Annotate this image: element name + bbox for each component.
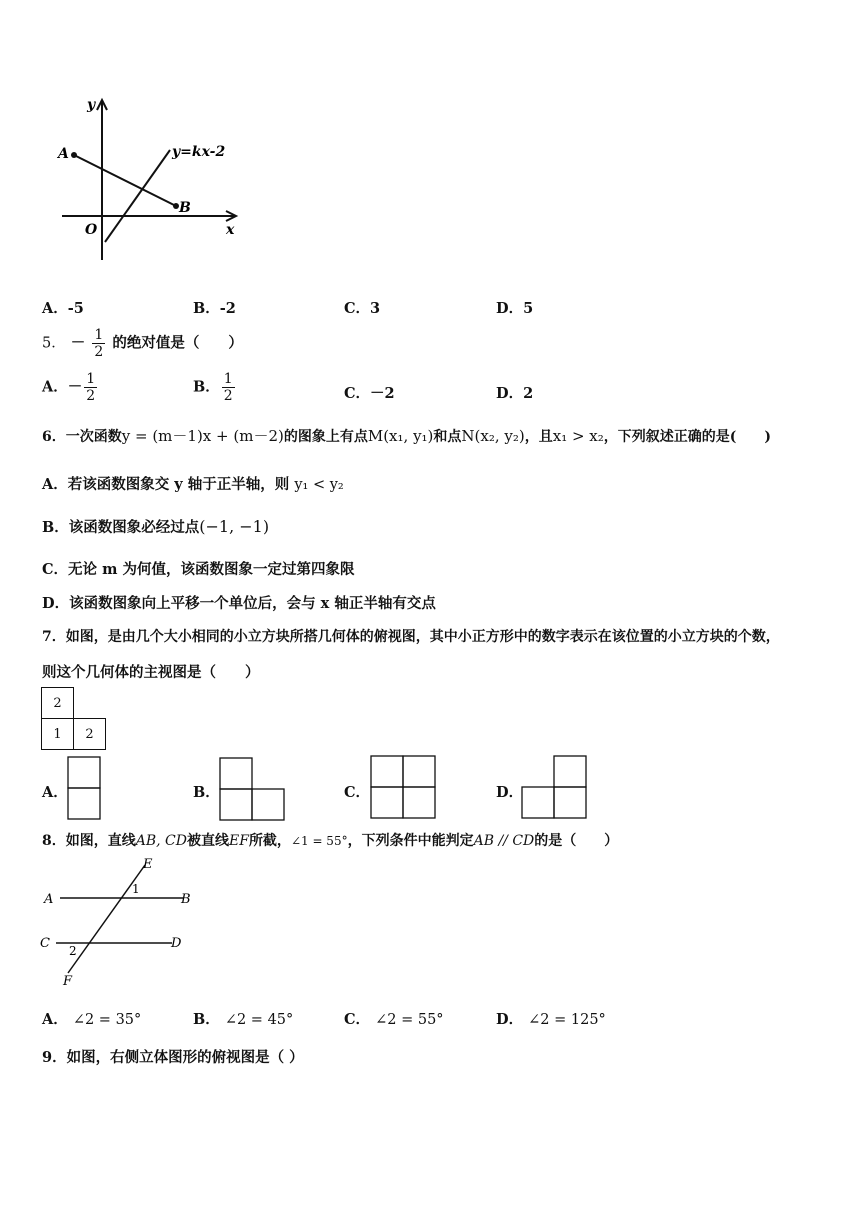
q8-option-d[interactable]: D． ∠2 = 125° — [496, 1011, 606, 1028]
label-angle-2: 2 — [69, 944, 77, 958]
line-label: y=kx-2 — [172, 144, 226, 160]
q6-function: y = (m－1)x + (m－2) — [121, 427, 284, 445]
q8-angle1: ∠1 = 55° — [290, 834, 348, 848]
q7-option-a-figure[interactable] — [67, 756, 101, 820]
q8-option-b[interactable]: B． ∠2 = 45° — [193, 1011, 294, 1028]
q5-number: 5． — [42, 335, 66, 352]
q7-option-c-figure[interactable] — [370, 755, 436, 819]
q7-option-b-label[interactable]: B． — [193, 784, 220, 801]
q6-mid2: 和点 — [433, 429, 462, 445]
line-kx-2 — [105, 150, 170, 242]
q4-option-b[interactable]: B．-2 — [193, 300, 236, 317]
q4-option-d[interactable]: D．5 — [496, 300, 534, 317]
question-6 — [42, 425, 771, 446]
q5-option-c[interactable]: C．－2 — [344, 385, 395, 402]
label-c: C — [40, 936, 50, 951]
q7-option-d-label[interactable]: D． — [496, 784, 524, 801]
q6-option-c[interactable]: C．无论 m 为何值，该函数图象一定过第四象限 — [42, 561, 355, 578]
label-o: O — [85, 222, 98, 238]
q6-option-a[interactable]: A．若该函数图象交 y 轴于正半轴，则 y₁ < y₂ — [42, 476, 344, 493]
q6-prefix: 6．一次函数 — [42, 429, 122, 445]
question-9: 9．如图，右侧立体图形的俯视图是（ ） — [42, 1049, 304, 1066]
question-5 — [42, 327, 243, 360]
label-x: x — [226, 222, 235, 238]
q8-mid1: 被直线 — [187, 833, 229, 849]
q8-prefix: 8．如图，直线 — [42, 833, 136, 849]
parallel-lines-figure — [38, 855, 198, 990]
q5-text: 的绝对值是（ ） — [112, 334, 243, 352]
label-d: D — [171, 936, 182, 951]
label-a: A — [44, 892, 54, 907]
q7-option-d-figure[interactable] — [521, 755, 587, 819]
grid-cell-bottom-left: 1 — [41, 718, 74, 750]
q5-option-d[interactable]: D．2 — [496, 385, 534, 402]
label-b: B — [179, 200, 191, 216]
q6-condition: x₁ > x₂ — [552, 427, 604, 445]
q4-option-a[interactable]: A．-5 — [42, 300, 84, 317]
question-7-line2: 则这个几何体的主视图是（ ） — [42, 664, 260, 681]
grid-cell-bottom-right: 2 — [73, 718, 106, 750]
label-e: E — [143, 857, 153, 872]
q8-ef: EF — [229, 833, 249, 849]
question-8 — [42, 830, 618, 850]
q6-suffix: ，下列叙述正确的是( ) — [603, 429, 772, 445]
q6-option-d[interactable]: D．该函数图象向上平移一个单位后，会与 x 轴正半轴有交点 — [42, 595, 436, 612]
top-view-grid — [41, 687, 107, 751]
q8-mid3: ，下列条件中能判定 — [347, 833, 474, 849]
label-f: F — [63, 974, 73, 989]
q5-option-b[interactable]: B． $\frac{1}{2}$ — [193, 371, 233, 404]
q7-option-a-label[interactable]: A． — [42, 784, 68, 801]
q4-option-c[interactable]: C．3 — [344, 300, 381, 317]
q6-point-m: M(x₁, y₁) — [367, 427, 434, 445]
label-b: B — [181, 892, 191, 907]
q6-mid3: ，且 — [524, 429, 553, 445]
label-angle-1: 1 — [132, 882, 140, 896]
linear-function-graph — [50, 92, 250, 267]
q8-suffix: 的是（ ） — [534, 833, 619, 849]
q6-point-n: N(x₂, y₂) — [461, 427, 525, 445]
q8-option-c[interactable]: C． ∠2 = 55° — [344, 1011, 444, 1028]
q5-option-a[interactable]: A．－ $\frac{1}{2}$ — [42, 371, 96, 404]
q8-mid2: 所截， — [248, 833, 291, 849]
question-7-line1: 7．如图，是由几个大小相同的小立方块所搭几何体的俯视图，其中小正方形中的数字表示在该位置的小立方块的个数， — [42, 629, 780, 645]
q5-minus: － — [70, 334, 86, 352]
q8-lines: AB, CD — [135, 833, 187, 849]
q5-fraction: $\frac{1}{2}$ — [94, 327, 104, 360]
q8-option-a[interactable]: A． ∠2 = 35° — [42, 1011, 142, 1028]
q6-option-b[interactable]: B．该函数图象必经过点(−1, −1) — [42, 517, 270, 536]
label-y: y — [87, 97, 96, 113]
grid-cell-top: 2 — [41, 687, 74, 719]
q6-mid1: 的图象上有点 — [283, 429, 368, 445]
point-a — [71, 152, 77, 158]
q7-option-c-label[interactable]: C． — [344, 784, 371, 801]
q7-option-b-figure[interactable] — [219, 757, 285, 821]
label-a: A — [58, 146, 69, 162]
q8-parallel: AB // CD — [473, 833, 535, 849]
